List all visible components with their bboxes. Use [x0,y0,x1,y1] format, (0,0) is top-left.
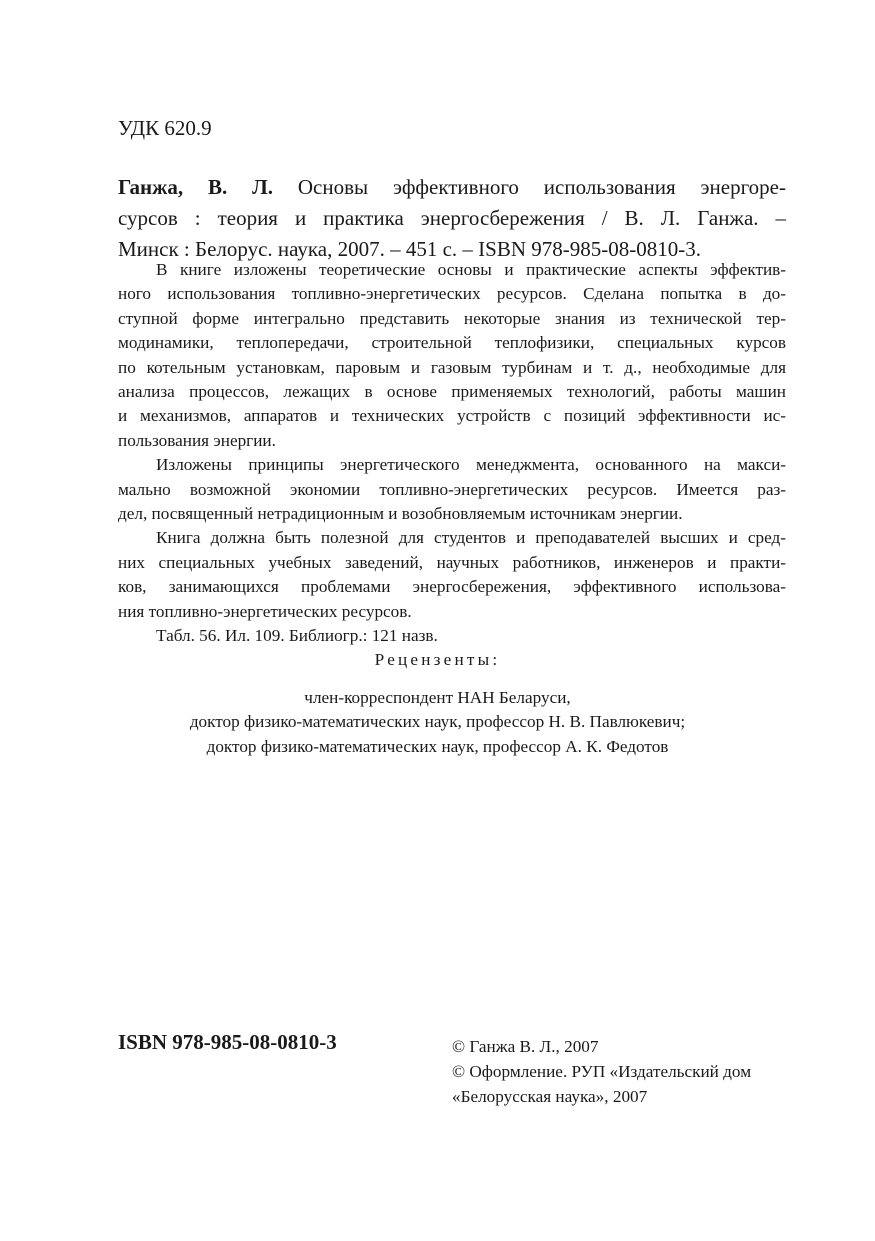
udk-code: УДК 620.9 [118,116,212,140]
title-start: Основы эффективного использования энергоре- [273,175,786,199]
reviewer-line: доктор физико-математических наук, профессор А. К. Федотов [206,736,669,756]
annotation-line: по котельным установкам, паровым и газовым турбинам и т. д., необходимые для [118,357,786,377]
annotation-line: анализа процессов, лежащих в основе применяемых технологий, работы машин [118,382,786,402]
copyright-line: © Оформление. РУП «Издательский дом [452,1062,752,1081]
copyright-line: «Белорусская наука», 2007 [452,1087,648,1106]
reviewers-list [0,686,875,759]
isbn: ISBN 978-985-08-0810-3 [118,1030,337,1054]
reviewer-line: доктор физико-математических наук, профессор Н. В. Павлюкевич; [189,712,686,732]
biblio-line-3: Минск : Белорус. наука, 2007. – 451 с. – ISBN 978-985-08-0810-3. [118,237,701,261]
copyright-block [452,1034,751,1109]
annotation-line: них специальных учебных заведений, научных работников, инженеров и практи- [118,552,786,572]
annotation-line: дел, посвященный нетрадиционным и возобновляемым источникам энергии. [118,504,683,524]
reviewers-heading: Рецензенты: [374,650,501,669]
annotation-line: ния топливно-энергетических ресурсов. [118,601,412,621]
annotation-line: В книге изложены теоретические основы и практические аспекты эффектив- [156,260,786,279]
annotation-line: ступной форме интегрально представить некоторые знания из технической тер- [118,308,786,328]
annotation-line: ков, занимающихся проблемами энергосбережения, эффективного использова- [118,577,786,597]
bibliographic-record [118,172,786,265]
annotation-stats: Табл. 56. Ил. 109. Библиогр.: 121 назв. [156,626,438,646]
annotation [118,258,786,649]
annotation-line: ного использования топливно-энергетических ресурсов. Сделана попытка в до- [118,284,786,304]
annotation-line: и механизмов, аппаратов и технических устройств с позиций эффективности ис- [118,406,786,426]
annotation-line: мально возможной экономии топливно-энергетических ресурсов. Имеется раз- [118,479,786,499]
annotation-line: модинамики, теплопередачи, строительной теплофизики, специальных курсов [118,333,786,353]
copyright-line: © Ганжа В. Л., 2007 [452,1037,599,1056]
reviewer-line: член-корреспондент НАН Беларуси, [304,688,571,707]
biblio-line-1 [118,172,786,203]
author-name: Ганжа, В. Л. [118,175,274,199]
biblio-line-2: сурсов : теория и практика энергосбережения / В. Л. Ганжа. – [118,206,786,230]
annotation-line: Книга должна быть полезной для студентов и преподавателей высших и сред- [156,528,786,548]
annotation-line: пользования энергии. [118,430,276,450]
annotation-line: Изложены принципы энергетического менеджмента, основанного на макси- [156,455,786,475]
